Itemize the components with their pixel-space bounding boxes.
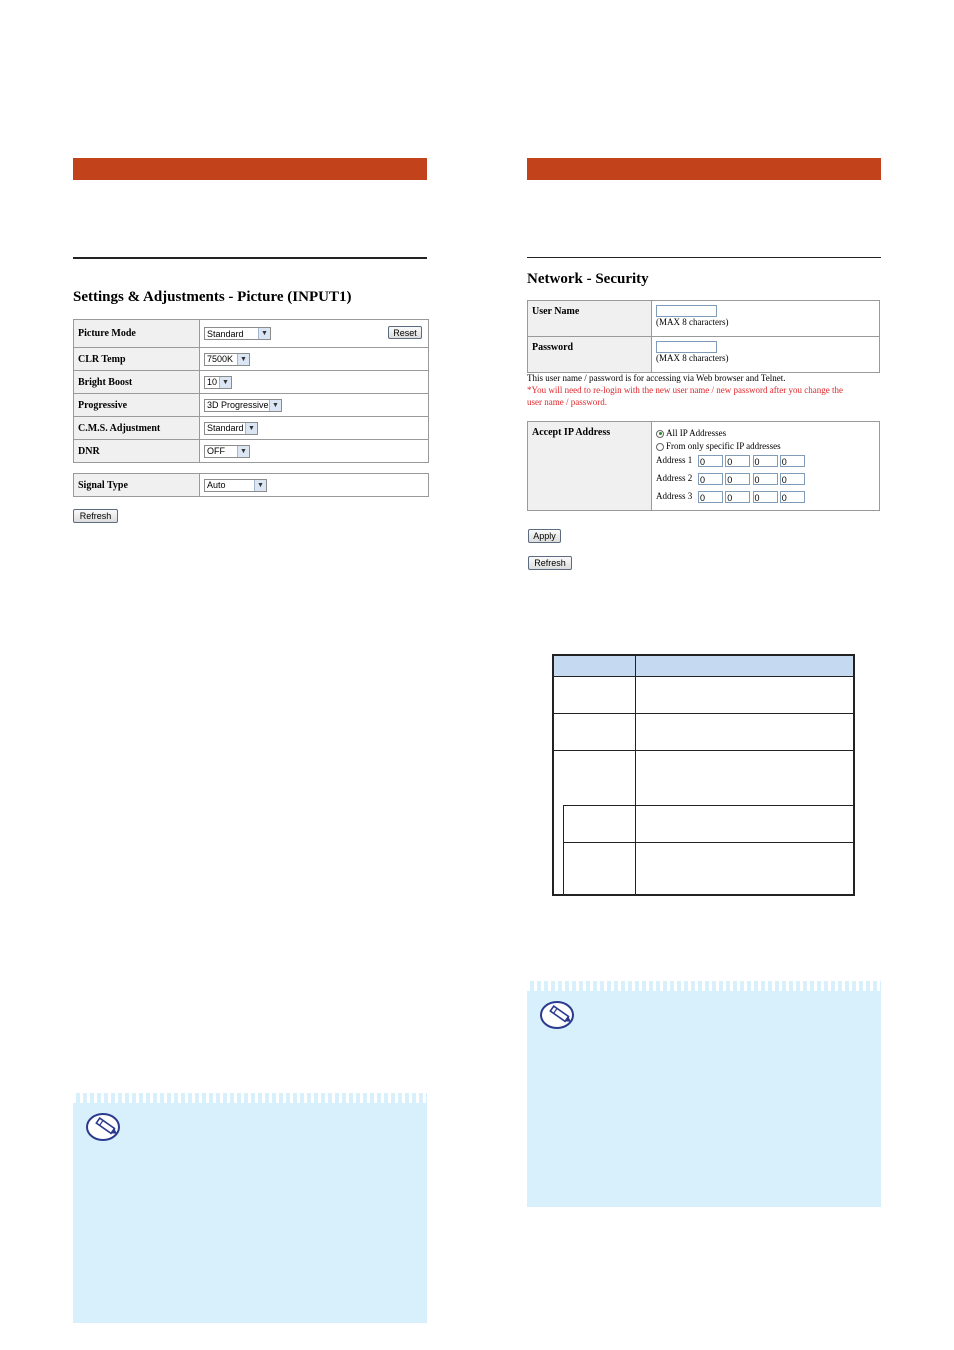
ip-octet-input[interactable]: 0 <box>780 455 805 467</box>
reference-table-sub-divider <box>563 805 564 894</box>
ip-octet-input[interactable]: 0 <box>780 491 805 503</box>
chevron-down-icon: ▼ <box>237 446 249 457</box>
pencil-note-icon <box>85 1109 123 1143</box>
radio-selected-icon <box>656 430 664 438</box>
left-divider <box>73 257 427 259</box>
progressive-label: Progressive <box>74 394 200 417</box>
picture-settings-title: Settings & Adjustments - Picture (INPUT1) <box>73 289 352 305</box>
reset-button[interactable]: Reset <box>388 326 422 339</box>
chevron-down-icon: ▼ <box>258 328 270 339</box>
reference-table <box>552 654 855 896</box>
radio-specific-ip[interactable]: From only specific IP addresses <box>656 440 875 453</box>
reference-table-header <box>554 656 853 677</box>
ip-octet-input[interactable]: 0 <box>753 455 778 467</box>
picture-mode-select[interactable]: Standard ▼ <box>204 327 271 340</box>
right-section-bar <box>527 158 881 180</box>
dnr-label: DNR <box>74 440 200 463</box>
signal-type-table <box>73 473 429 497</box>
left-refresh-button[interactable]: Refresh <box>73 509 118 523</box>
right-divider <box>527 257 881 258</box>
credentials-table <box>527 300 880 373</box>
picture-settings-table <box>73 319 429 463</box>
ip-octet-input[interactable]: 0 <box>725 491 750 503</box>
reference-table-row-line <box>563 842 853 843</box>
warning-text-line2: user name / password. <box>527 397 607 407</box>
user-name-hint: (MAX 8 characters) <box>656 317 729 327</box>
radio-all-ip[interactable]: All IP Addresses <box>656 427 875 440</box>
reference-table-row-line <box>563 805 853 806</box>
password-hint: (MAX 8 characters) <box>656 353 729 363</box>
chevron-down-icon: ▼ <box>245 423 257 434</box>
picture-mode-label: Picture Mode <box>74 320 200 348</box>
cms-adjustment-label: C.M.S. Adjustment <box>74 417 200 440</box>
right-refresh-button[interactable]: Refresh <box>528 556 572 570</box>
bright-boost-select[interactable]: 10 ▼ <box>204 376 232 389</box>
signal-type-label: Signal Type <box>74 474 200 497</box>
bright-boost-label: Bright Boost <box>74 371 200 394</box>
accept-ip-label: Accept IP Address <box>528 422 652 511</box>
progressive-select[interactable]: 3D Progressive ▼ <box>204 399 282 412</box>
scallop-edge <box>73 1093 427 1103</box>
picture-mode-cell <box>200 320 429 348</box>
pencil-note-icon <box>539 997 577 1031</box>
ip-octet-input[interactable]: 0 <box>780 473 805 485</box>
signal-type-select[interactable]: Auto ▼ <box>204 479 267 492</box>
left-note-box <box>73 1093 427 1323</box>
reference-table-row-line <box>554 750 853 751</box>
chevron-down-icon: ▼ <box>237 354 249 365</box>
address-row: Address 1 0 0 0 0 <box>656 454 875 472</box>
password-input[interactable] <box>656 341 717 353</box>
scallop-edge <box>527 981 881 991</box>
ip-octet-input[interactable]: 0 <box>698 491 723 503</box>
accept-ip-table <box>527 421 880 511</box>
apply-button[interactable]: Apply <box>528 529 561 543</box>
ip-octet-input[interactable]: 0 <box>698 455 723 467</box>
ip-octet-input[interactable]: 0 <box>753 473 778 485</box>
radio-empty-icon <box>656 443 664 451</box>
address-row: Address 3 0 0 0 0 <box>656 490 875 508</box>
address-row: Address 2 0 0 0 0 <box>656 472 875 490</box>
reference-table-row-line <box>554 713 853 714</box>
ip-octet-input[interactable]: 0 <box>725 473 750 485</box>
dnr-select[interactable]: OFF ▼ <box>204 445 250 458</box>
left-section-bar <box>73 158 427 180</box>
cms-adjustment-select[interactable]: Standard ▼ <box>204 422 258 435</box>
chevron-down-icon: ▼ <box>219 377 231 388</box>
right-note-box <box>527 981 881 1207</box>
ip-octet-input[interactable]: 0 <box>725 455 750 467</box>
password-label: Password <box>528 337 652 373</box>
user-name-input[interactable] <box>656 305 717 317</box>
user-name-label: User Name <box>528 301 652 337</box>
chevron-down-icon: ▼ <box>254 480 266 491</box>
reference-table-col-divider <box>635 656 636 894</box>
warning-text-line1: *You will need to re-login with the new user name / new password after you change the <box>527 385 844 395</box>
clr-temp-select[interactable]: 7500K ▼ <box>204 353 250 366</box>
ip-octet-input[interactable]: 0 <box>698 473 723 485</box>
network-security-title: Network - Security <box>527 271 649 287</box>
ip-octet-input[interactable]: 0 <box>753 491 778 503</box>
chevron-down-icon: ▼ <box>269 400 281 411</box>
info-text: This user name / password is for accessing via Web browser and Telnet. <box>527 373 786 383</box>
clr-temp-label: CLR Temp <box>74 348 200 371</box>
